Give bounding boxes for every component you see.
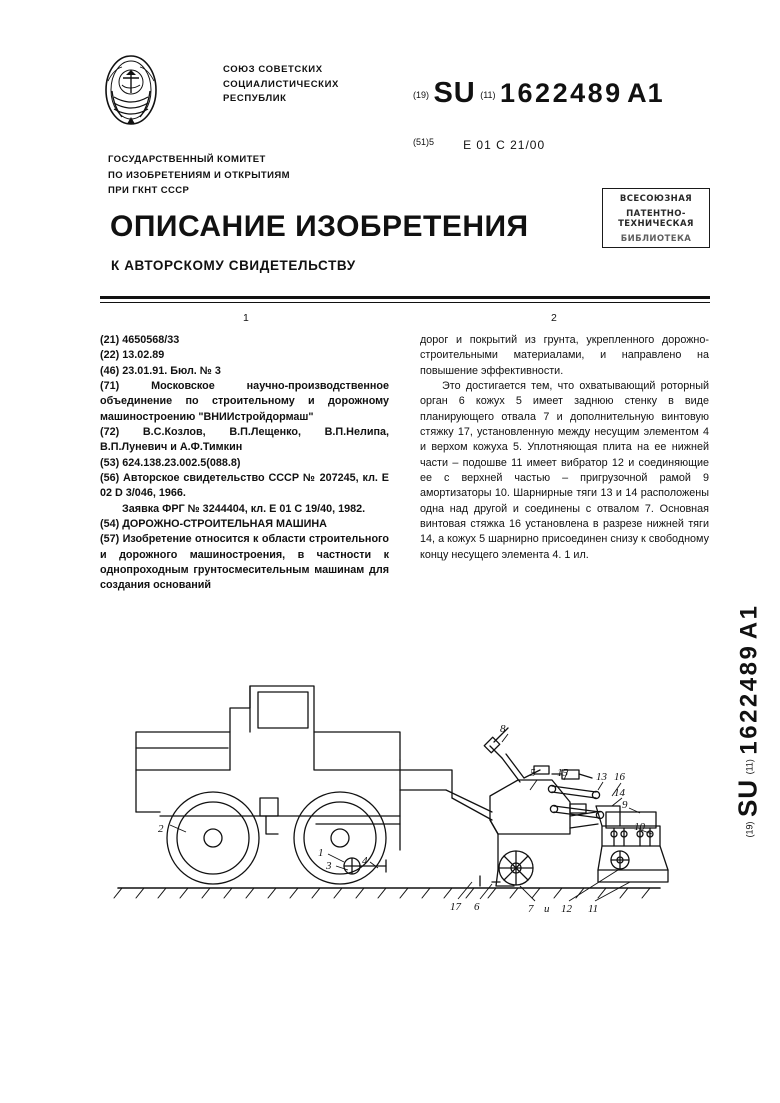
country-block xyxy=(223,63,403,107)
ipc-row xyxy=(413,137,545,152)
ussr-coat-of-arms-icon xyxy=(100,51,162,129)
column-number-left: 1 xyxy=(243,312,249,324)
bibliographic-column xyxy=(100,333,389,594)
inid-71-applicant: (71) Московское научно-производственное объединение по строительному и дорожному машиностроению "ВНИИстройдормаш" xyxy=(100,379,389,423)
stamp-line-1: ВСЕСОЮЗНАЯ xyxy=(619,194,693,204)
side-document-number xyxy=(718,575,766,885)
inid-54-title: (54) ДОРОЖНО-СТРОИТЕЛЬНАЯ МАШИНА xyxy=(100,517,327,530)
document-number: 1622489 xyxy=(500,78,623,108)
figure-callout-12: 12 xyxy=(561,903,572,915)
figure-callout-8: 8 xyxy=(500,723,506,735)
side-inid-19: (19) xyxy=(744,821,755,838)
stamp-line-2: ПАТЕНТНО-ТЕХНИЧЕСКАЯ xyxy=(618,209,694,229)
figure-callout-5: 5 xyxy=(530,767,536,779)
abstract-paragraph-1: дорог и покрытий из грунта, укрепленного дорожно-строительными материалами, и направлено на повышение эффективности. xyxy=(420,334,709,377)
abstract-paragraph-2: Это достигается тем, что охватывающий роторный орган 6 кожух 5 имеет заднюю стенку в виде планирующего отвала 7 и дополнительную винтовую стяжку 17, установленную между несущим элементом 4 и верхом кожуха 5. Уплотняющая плита на ее нижней части – подошве 11 имеет вибратор 12 и соединяющие ее с верхней частью – пригрузочной рамой 9 амортизаторы 10. Шарнирные тяги 13 и 14 расположены одна над другой и соединены с отвалом 7. Основная винтовая стяжка 16 установлена в разрезе нижней тяги 14, а кожух 5 шарнирно присоединен снизу к свободному концу несущего элемента 4. 1 ил. xyxy=(420,379,709,561)
figure-callout-i: и xyxy=(544,903,550,915)
country-line-3: РЕСПУБЛИК xyxy=(223,93,287,105)
library-stamp xyxy=(602,188,710,248)
country-line-2: СОЦИАЛИСТИЧЕСКИХ xyxy=(223,78,339,90)
header-divider-thin xyxy=(100,302,710,303)
column-number-right: 2 xyxy=(551,312,557,324)
figure-callout-2: 2 xyxy=(158,823,164,835)
committee-line-3: ПРИ ГКНТ СССР xyxy=(108,185,190,197)
document-header xyxy=(95,45,705,165)
inid-22-filing-date: (22) 13.02.89 xyxy=(100,349,165,362)
page-title: ОПИСАНИЕ ИЗОБРЕТЕНИЯ xyxy=(110,210,529,243)
header-divider-thick xyxy=(100,296,710,299)
abstract-column xyxy=(420,333,709,563)
document-number-row xyxy=(413,77,713,117)
inid-72-inventors: (72) В.С.Козлов, В.П.Лещенко, В.П.Нелипа, В.П.Луневич и А.Ф.Тимкин xyxy=(100,425,389,454)
reference-frg-application: Заявка ФРГ № 3244404, кл. Е 01 С 19/40, 1982. xyxy=(122,502,366,515)
figure-callout-15: 15 xyxy=(557,767,568,779)
country-code: SU xyxy=(433,77,476,109)
inid-11: (11) xyxy=(480,90,496,100)
state-committee-block xyxy=(108,152,388,199)
figure-callout-17: 17 xyxy=(450,901,461,913)
figure-callout-3: 3 xyxy=(326,860,332,872)
figure-callout-13: 13 xyxy=(596,771,607,783)
page-subtitle: К АВТОРСКОМУ СВИДЕТЕЛЬСТВУ xyxy=(111,258,356,273)
side-doc-kind: A1 xyxy=(735,603,763,640)
inid-53-udc: (53) 624.138.23.002.5(088.8) xyxy=(100,456,241,469)
stamp-line-3: БИБЛИОТЕКА xyxy=(620,234,692,244)
side-country-code: SU xyxy=(732,778,763,817)
side-doc-number: 1622489 xyxy=(735,643,763,755)
figure-callout-4: 4 xyxy=(362,855,368,867)
inid-21-application-number: (21) 4650568/33 xyxy=(100,334,180,346)
committee-line-2: ПО ИЗОБРЕТЕНИЯМ И ОТКРЫТИЯМ xyxy=(108,169,290,181)
inid-46-publication-date: (46) 23.01.91. Бюл. № 3 xyxy=(100,364,221,377)
committee-line-1: ГОСУДАРСТВЕННЫЙ КОМИТЕТ xyxy=(108,154,266,165)
figure-callout-10: 10 xyxy=(634,821,645,833)
figure-callout-14: 14 xyxy=(614,787,625,799)
figure-callout-7: 7 xyxy=(528,903,534,915)
figure-callout-16: 16 xyxy=(614,771,625,783)
road-building-machine-diagram xyxy=(100,620,710,940)
ipc-classification: E 01 C 21/00 xyxy=(463,138,546,152)
side-inid-11: (11) xyxy=(744,759,755,775)
figure-callout-9: 9 xyxy=(622,799,628,811)
document-kind: A1 xyxy=(627,78,664,108)
figure-callout-1: 1 xyxy=(318,847,324,859)
figure-callout-6: 6 xyxy=(474,901,480,913)
inid-19: (19) xyxy=(413,90,430,100)
figure-callout-11: 11 xyxy=(588,903,599,915)
inid-57-abstract-start: (57) Изобретение относится к области строительного и дорожного машиностроения, в частности к однопроходным грунтосмесительным машинам для создания оснований xyxy=(100,533,389,592)
inid-51: (51)5 xyxy=(413,137,435,147)
inid-56-references: (56) Авторское свидетельство СССР № 207245, кл. Е 02 D 3/046, 1966. xyxy=(100,471,389,500)
country-line-1: СОЮЗ СОВЕТСКИХ xyxy=(223,64,323,75)
